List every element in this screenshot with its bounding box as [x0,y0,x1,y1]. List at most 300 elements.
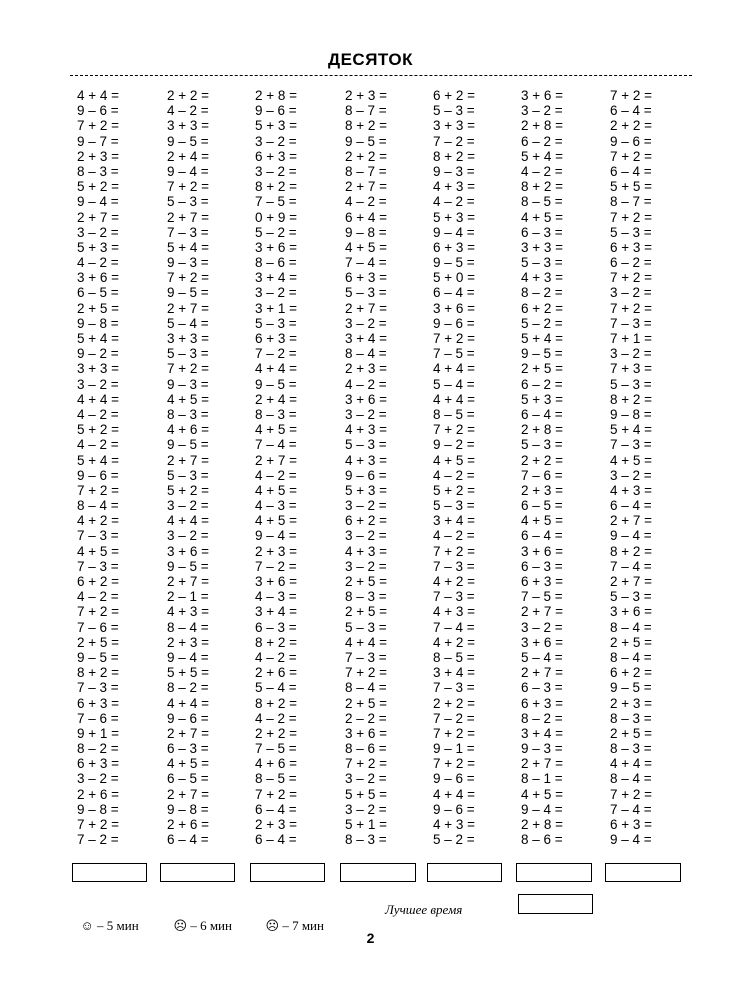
math-problem: 3 + 4 = [521,725,564,741]
math-problem: 5 – 4 = [521,649,563,665]
math-problem: 2 + 3 = [77,148,120,164]
math-problem: 8 – 3 = [255,406,297,422]
math-problem: 9 – 8 = [345,224,387,240]
math-problem: 9 – 4 = [521,801,563,817]
math-problem: 9 – 4 = [255,528,297,544]
math-problem: 3 – 2 = [345,771,387,787]
math-problem: 5 + 0 = [433,270,476,286]
math-problem: 9 – 4 = [167,163,209,179]
math-problem: 8 – 4 = [345,680,387,696]
math-problem: 3 + 3 = [521,239,564,255]
math-problem: 7 + 2 = [433,725,476,741]
math-problem: 4 + 4 = [433,786,476,802]
math-problem: 4 + 6 = [255,756,298,772]
math-problem: 2 + 6 = [77,786,120,802]
math-problem: 3 + 1 = [255,300,298,316]
math-problem: 6 + 3 = [255,148,298,164]
math-problem: 9 – 5 = [610,680,652,696]
math-problem: 9 – 5 = [77,649,119,665]
math-problem: 5 – 3 = [167,346,209,362]
math-problem: 6 – 4 = [610,103,652,119]
math-problem: 7 + 2 = [610,270,653,286]
math-problem: 4 + 5 = [345,239,388,255]
math-problem: 7 – 3 = [345,649,387,665]
math-problem: 6 + 2 = [433,88,476,103]
math-problem: 9 – 8 = [77,315,119,331]
math-problem: 3 – 2 = [255,133,297,149]
math-problem: 8 + 2 = [521,179,564,195]
math-problem: 3 + 4 = [345,331,388,346]
answer-time-box-1[interactable] [72,863,147,882]
problem-column-4 [345,88,433,847]
math-problem: 6 – 4 = [433,285,475,301]
math-problem: 6 + 4 = [345,209,388,225]
math-problem: 7 – 5 = [255,741,297,757]
problem-column-1 [77,88,165,847]
math-problem: 2 + 7 = [167,574,210,589]
problem-column-6 [521,88,609,847]
math-problem: 6 – 5 = [77,285,119,301]
math-problem: 2 + 2 = [255,725,298,741]
legend-happy-text: – 5 мин [93,918,139,933]
math-problem: 7 + 2 = [77,604,120,620]
math-problem: 7 + 2 = [433,331,476,346]
best-time-box[interactable] [518,894,593,914]
math-problem: 4 + 3 = [345,452,388,468]
math-problem: 5 + 4 = [521,148,564,164]
math-problem: 7 + 2 = [610,209,653,225]
math-problem: 3 – 2 = [77,771,119,787]
answer-time-box-3[interactable] [250,863,325,882]
math-problem: 3 + 6 = [255,574,298,589]
math-problem: 7 – 3 = [77,528,119,544]
math-problem: 3 – 2 = [167,498,209,514]
math-problem: 3 + 4 = [433,665,476,681]
math-problem: 4 + 4 = [167,513,210,529]
math-problem: 6 + 2 = [77,574,120,589]
math-problem: 7 – 2 = [255,558,297,574]
math-problem: 2 + 8 = [521,118,564,134]
math-problem: 6 – 4 = [255,801,297,817]
math-problem: 6 – 4 = [610,163,652,179]
math-problem: 7 + 2 = [77,482,120,498]
math-problem: 8 + 2 = [255,179,298,195]
math-problem: 2 + 2 = [167,88,210,103]
math-problem: 3 – 2 = [345,528,387,544]
math-problem: 8 + 2 = [610,391,653,407]
math-problem: 7 – 6 = [521,467,563,483]
math-problem: 3 – 2 = [345,801,387,817]
math-problem: 4 + 4 = [345,634,388,650]
math-problem: 2 + 5 = [77,634,120,650]
math-problem: 4 – 2 = [77,437,119,453]
math-problem: 8 – 6 = [255,255,297,271]
math-problem: 7 – 4 = [255,437,297,453]
math-problem: 4 + 5 = [255,513,298,529]
math-problem: 4 + 2 = [433,574,476,589]
math-problem: 2 + 5 = [521,361,564,377]
math-problem: 7 – 3 = [433,558,475,574]
math-problem: 2 + 5 = [345,604,388,620]
math-problem: 6 – 4 = [610,498,652,514]
math-problem: 7 + 2 = [610,300,653,316]
problems-grid [0,88,741,858]
math-problem: 7 – 2 = [255,346,297,362]
math-problem: 0 + 9 = [255,209,298,225]
math-problem: 6 + 3 = [521,574,564,589]
math-problem: 2 + 7 = [521,665,564,681]
math-problem: 2 + 8 = [521,817,564,832]
math-problem: 9 – 6 = [167,710,209,726]
math-problem: 5 + 3 = [77,239,120,255]
math-problem: 8 – 3 = [610,710,652,726]
math-problem: 6 + 3 = [433,239,476,255]
math-problem: 9 – 8 = [77,801,119,817]
math-problem: 8 + 2 = [433,148,476,164]
math-problem: 4 – 2 = [77,589,119,605]
math-problem: 3 – 2 = [521,619,563,635]
math-problem: 3 – 2 = [521,103,563,119]
math-problem: 8 – 4 = [610,771,652,787]
answer-time-box-7[interactable] [605,863,681,882]
math-problem: 9 – 5 = [167,285,209,301]
math-problem: 3 + 6 = [610,604,653,620]
math-problem: 3 – 2 = [345,406,387,422]
math-problem: 2 + 3 = [345,361,388,377]
math-problem: 8 – 3 = [610,741,652,757]
math-problem: 4 + 5 = [167,756,210,772]
math-problem: 3 + 6 = [345,725,388,741]
math-problem: 4 + 5 = [77,543,120,559]
math-problem: 6 + 3 = [610,239,653,255]
math-problem: 5 + 3 = [433,209,476,225]
math-problem: 4 + 3 = [167,604,210,620]
math-problem: 8 – 4 = [77,498,119,514]
math-problem: 9 + 1 = [77,725,120,741]
math-problem: 4 + 5 = [433,452,476,468]
math-problem: 8 – 3 = [167,406,209,422]
math-problem: 3 – 2 = [610,285,652,301]
math-problem: 3 – 2 = [255,285,297,301]
math-problem: 7 – 4 = [610,801,652,817]
math-problem: 7 + 3 = [610,361,653,377]
math-problem: 7 – 2 = [433,133,475,149]
math-problem: 3 – 2 = [77,224,119,240]
math-problem: 3 + 6 = [77,270,120,286]
math-problem: 4 + 3 = [433,604,476,620]
math-problem: 4 + 3 = [433,817,476,832]
math-problem: 4 + 3 = [610,482,653,498]
math-problem: 4 + 5 = [521,513,564,529]
math-problem: 3 + 6 = [345,391,388,407]
math-problem: 9 – 6 = [77,467,119,483]
math-problem: 2 + 7 = [345,300,388,316]
math-problem: 4 – 2 = [255,467,297,483]
math-problem: 8 – 4 = [167,619,209,635]
problem-column-3 [255,88,343,847]
math-problem: 5 + 4 = [610,422,653,438]
math-problem: 6 – 3 = [521,680,563,696]
math-problem: 4 + 3 = [433,179,476,195]
neutral-face-icon: ☹ [173,918,188,933]
math-problem: 8 – 5 = [255,771,297,787]
math-problem: 9 – 3 = [167,255,209,271]
problem-column-2 [167,88,255,847]
math-problem: 4 + 2 = [77,513,120,529]
math-problem: 9 – 7 = [77,133,119,149]
math-problem: 5 + 5 = [345,786,388,802]
math-problem: 2 + 7 = [610,513,653,529]
math-problem: 7 + 2 = [255,786,298,802]
math-problem: 9 – 6 = [345,467,387,483]
math-problem: 4 + 6 = [167,422,210,438]
math-problem: 8 – 6 = [521,832,563,848]
math-problem: 9 – 4 = [77,194,119,210]
math-problem: 6 + 3 = [77,695,120,711]
math-problem: 8 + 2 = [255,634,298,650]
math-problem: 8 – 2 = [167,680,209,696]
math-problem: 9 – 3 = [521,741,563,757]
happy-face-icon: ☺ [80,918,94,933]
answer-time-box-5[interactable] [427,863,502,882]
math-problem: 6 + 3 = [255,331,298,346]
math-problem: 5 – 3 = [610,224,652,240]
math-problem: 6 + 3 = [521,695,564,711]
math-problem: 3 + 3 = [167,118,210,134]
math-problem: 7 – 6 = [77,619,119,635]
math-problem: 5 – 3 = [167,467,209,483]
math-problem: 7 – 2 = [433,710,475,726]
math-problem: 4 + 2 = [433,634,476,650]
math-problem: 2 + 7 = [255,452,298,468]
math-problem: 7 – 3 = [77,558,119,574]
math-problem: 6 – 3 = [521,558,563,574]
math-problem: 8 – 4 = [345,346,387,362]
math-problem: 5 – 3 = [610,589,652,605]
math-problem: 5 – 3 = [255,315,297,331]
problem-column-5 [433,88,521,847]
math-problem: 8 – 3 = [77,163,119,179]
math-problem: 8 + 2 = [255,695,298,711]
math-problem: 9 – 5 = [167,133,209,149]
math-problem: 9 – 6 = [433,801,475,817]
math-problem: 2 + 7 = [521,756,564,772]
math-problem: 4 – 2 = [77,255,119,271]
math-problem: 2 + 7 = [167,725,210,741]
math-problem: 9 – 2 = [433,437,475,453]
math-problem: 6 – 5 = [167,771,209,787]
math-problem: 8 – 5 = [433,649,475,665]
math-problem: 4 – 2 = [77,406,119,422]
math-problem: 7 + 2 = [610,786,653,802]
math-problem: 3 + 6 = [521,634,564,650]
math-problem: 3 + 6 = [521,543,564,559]
math-problem: 7 – 3 = [433,589,475,605]
math-problem: 2 + 3 = [167,634,210,650]
math-problem: 2 + 2 = [610,118,653,134]
math-problem: 8 – 2 = [521,710,563,726]
math-problem: 2 – 2 = [345,710,387,726]
answer-time-box-4[interactable] [340,863,416,882]
math-problem: 4 + 5 = [167,391,210,407]
math-problem: 5 – 3 = [167,194,209,210]
math-problem: 2 + 7 = [167,300,210,316]
math-problem: 5 – 3 = [433,103,475,119]
math-problem: 3 – 2 = [610,467,652,483]
math-problem: 7 + 2 = [610,88,653,103]
math-problem: 2 + 7 = [521,604,564,620]
math-problem: 8 – 2 = [77,741,119,757]
math-problem: 4 + 4 = [610,756,653,772]
problem-column-7 [610,88,698,847]
math-problem: 2 + 3 = [521,482,564,498]
math-problem: 6 + 3 = [345,270,388,286]
math-problem: 7 + 2 = [433,756,476,772]
math-problem: 3 + 4 = [433,513,476,529]
math-problem: 5 – 3 = [345,437,387,453]
math-problem: 7 – 4 = [345,255,387,271]
math-problem: 5 + 4 = [77,452,120,468]
math-problem: 7 – 4 = [610,558,652,574]
math-problem: 9 – 4 = [610,528,652,544]
math-problem: 3 – 2 = [610,346,652,362]
math-problem: 4 + 5 = [521,786,564,802]
math-problem: 8 – 7 = [610,194,652,210]
math-problem: 8 – 6 = [345,741,387,757]
math-problem: 3 + 6 = [521,88,564,103]
math-problem: 7 + 2 = [610,148,653,164]
math-problem: 5 – 3 = [521,437,563,453]
math-problem: 8 – 5 = [433,406,475,422]
sad-face-icon: ☹ [265,918,280,933]
math-problem: 9 – 5 = [345,133,387,149]
math-problem: 9 – 4 = [167,649,209,665]
math-problem: 5 – 4 = [433,376,475,392]
math-problem: 2 + 3 = [255,543,298,559]
math-problem: 4 + 4 = [433,391,476,407]
math-problem: 3 – 2 = [77,376,119,392]
math-problem: 6 – 3 = [167,741,209,757]
math-problem: 2 + 8 = [255,88,298,103]
math-problem: 9 – 6 = [433,315,475,331]
math-problem: 3 + 4 = [255,270,298,286]
math-problem: 6 – 4 = [167,832,209,848]
math-problem: 9 – 8 = [167,801,209,817]
math-problem: 7 – 6 = [77,710,119,726]
math-problem: 5 – 2 = [433,832,475,848]
math-problem: 2 + 7 = [610,574,653,589]
math-problem: 7 – 5 = [433,346,475,362]
math-problem: 8 + 2 = [345,118,388,134]
math-problem: 5 + 2 = [77,422,120,438]
math-problem: 5 – 2 = [521,315,563,331]
math-problem: 7 – 5 = [521,589,563,605]
dashed-divider [70,75,692,76]
math-problem: 9 – 8 = [610,406,652,422]
math-problem: 5 – 3 = [433,498,475,514]
math-problem: 9 – 4 = [610,832,652,848]
math-problem: 2 + 5 = [345,574,388,589]
legend-sad-text: – 7 мин [279,918,324,933]
math-problem: 2 + 8 = [521,422,564,438]
page-number: 2 [366,930,375,946]
math-problem: 9 – 6 = [610,133,652,149]
math-problem: 4 – 2 = [433,467,475,483]
math-problem: 7 – 3 = [77,680,119,696]
math-problem: 3 + 6 = [167,543,210,559]
math-problem: 8 – 5 = [521,194,563,210]
math-problem: 4 – 3 = [255,589,297,605]
math-problem: 4 + 3 = [345,543,388,559]
math-problem: 7 + 2 = [167,179,210,195]
math-problem: 9 – 2 = [77,346,119,362]
math-problem: 2 + 7 = [167,786,210,802]
math-problem: 2 + 2 = [433,695,476,711]
math-problem: 7 – 3 = [167,224,209,240]
math-problem: 4 + 4 = [433,361,476,377]
math-problem: 3 + 3 = [77,361,120,377]
math-problem: 8 – 4 = [610,619,652,635]
math-problem: 8 – 7 = [345,163,387,179]
math-problem: 4 + 3 = [521,270,564,286]
math-problem: 7 + 2 = [345,756,388,772]
math-problem: 5 – 4 = [167,315,209,331]
math-problem: 6 – 5 = [521,498,563,514]
math-problem: 3 + 6 = [433,300,476,316]
math-problem: 4 – 2 = [433,528,475,544]
math-problem: 3 – 2 = [167,528,209,544]
math-problem: 7 – 4 = [433,619,475,635]
math-problem: 2 + 6 = [167,817,210,832]
math-problem: 7 – 2 = [77,832,119,848]
math-problem: 8 – 3 = [345,589,387,605]
answer-time-box-6[interactable] [516,863,592,882]
math-problem: 4 + 3 = [345,422,388,438]
math-problem: 4 – 2 = [433,194,475,210]
math-problem: 4 – 2 = [167,103,209,119]
math-problem: 2 + 6 = [255,665,298,681]
math-problem: 4 + 4 = [77,391,120,407]
math-problem: 8 – 3 = [345,832,387,848]
math-problem: 2 + 4 = [255,391,298,407]
math-problem: 4 – 2 = [255,649,297,665]
answer-time-box-2[interactable] [160,863,235,882]
math-problem: 4 + 5 = [255,482,298,498]
math-problem: 9 – 6 = [255,103,297,119]
math-problem: 8 – 2 = [521,285,563,301]
math-problem: 2 + 5 = [77,300,120,316]
math-problem: 4 – 3 = [255,498,297,514]
math-problem: 5 – 2 = [255,224,297,240]
math-problem: 9 – 5 = [167,558,209,574]
math-problem: 7 + 2 = [167,270,210,286]
math-problem: 7 – 3 = [610,437,652,453]
math-problem: 8 + 2 = [77,665,120,681]
math-problem: 4 + 4 = [77,88,120,103]
math-problem: 9 – 5 = [167,437,209,453]
math-problem: 5 + 1 = [345,817,388,832]
math-problem: 2 + 7 = [345,179,388,195]
math-problem: 5 – 4 = [255,680,297,696]
best-time-label: Лучшее время [385,902,463,917]
math-problem: 9 – 5 = [255,376,297,392]
math-problem: 6 – 4 = [255,832,297,848]
math-problem: 2 + 3 = [610,695,653,711]
math-problem: 2 + 7 = [77,209,120,225]
math-problem: 3 – 2 = [255,163,297,179]
math-problem: 9 – 3 = [433,163,475,179]
math-problem: 2 + 3 = [255,817,298,832]
